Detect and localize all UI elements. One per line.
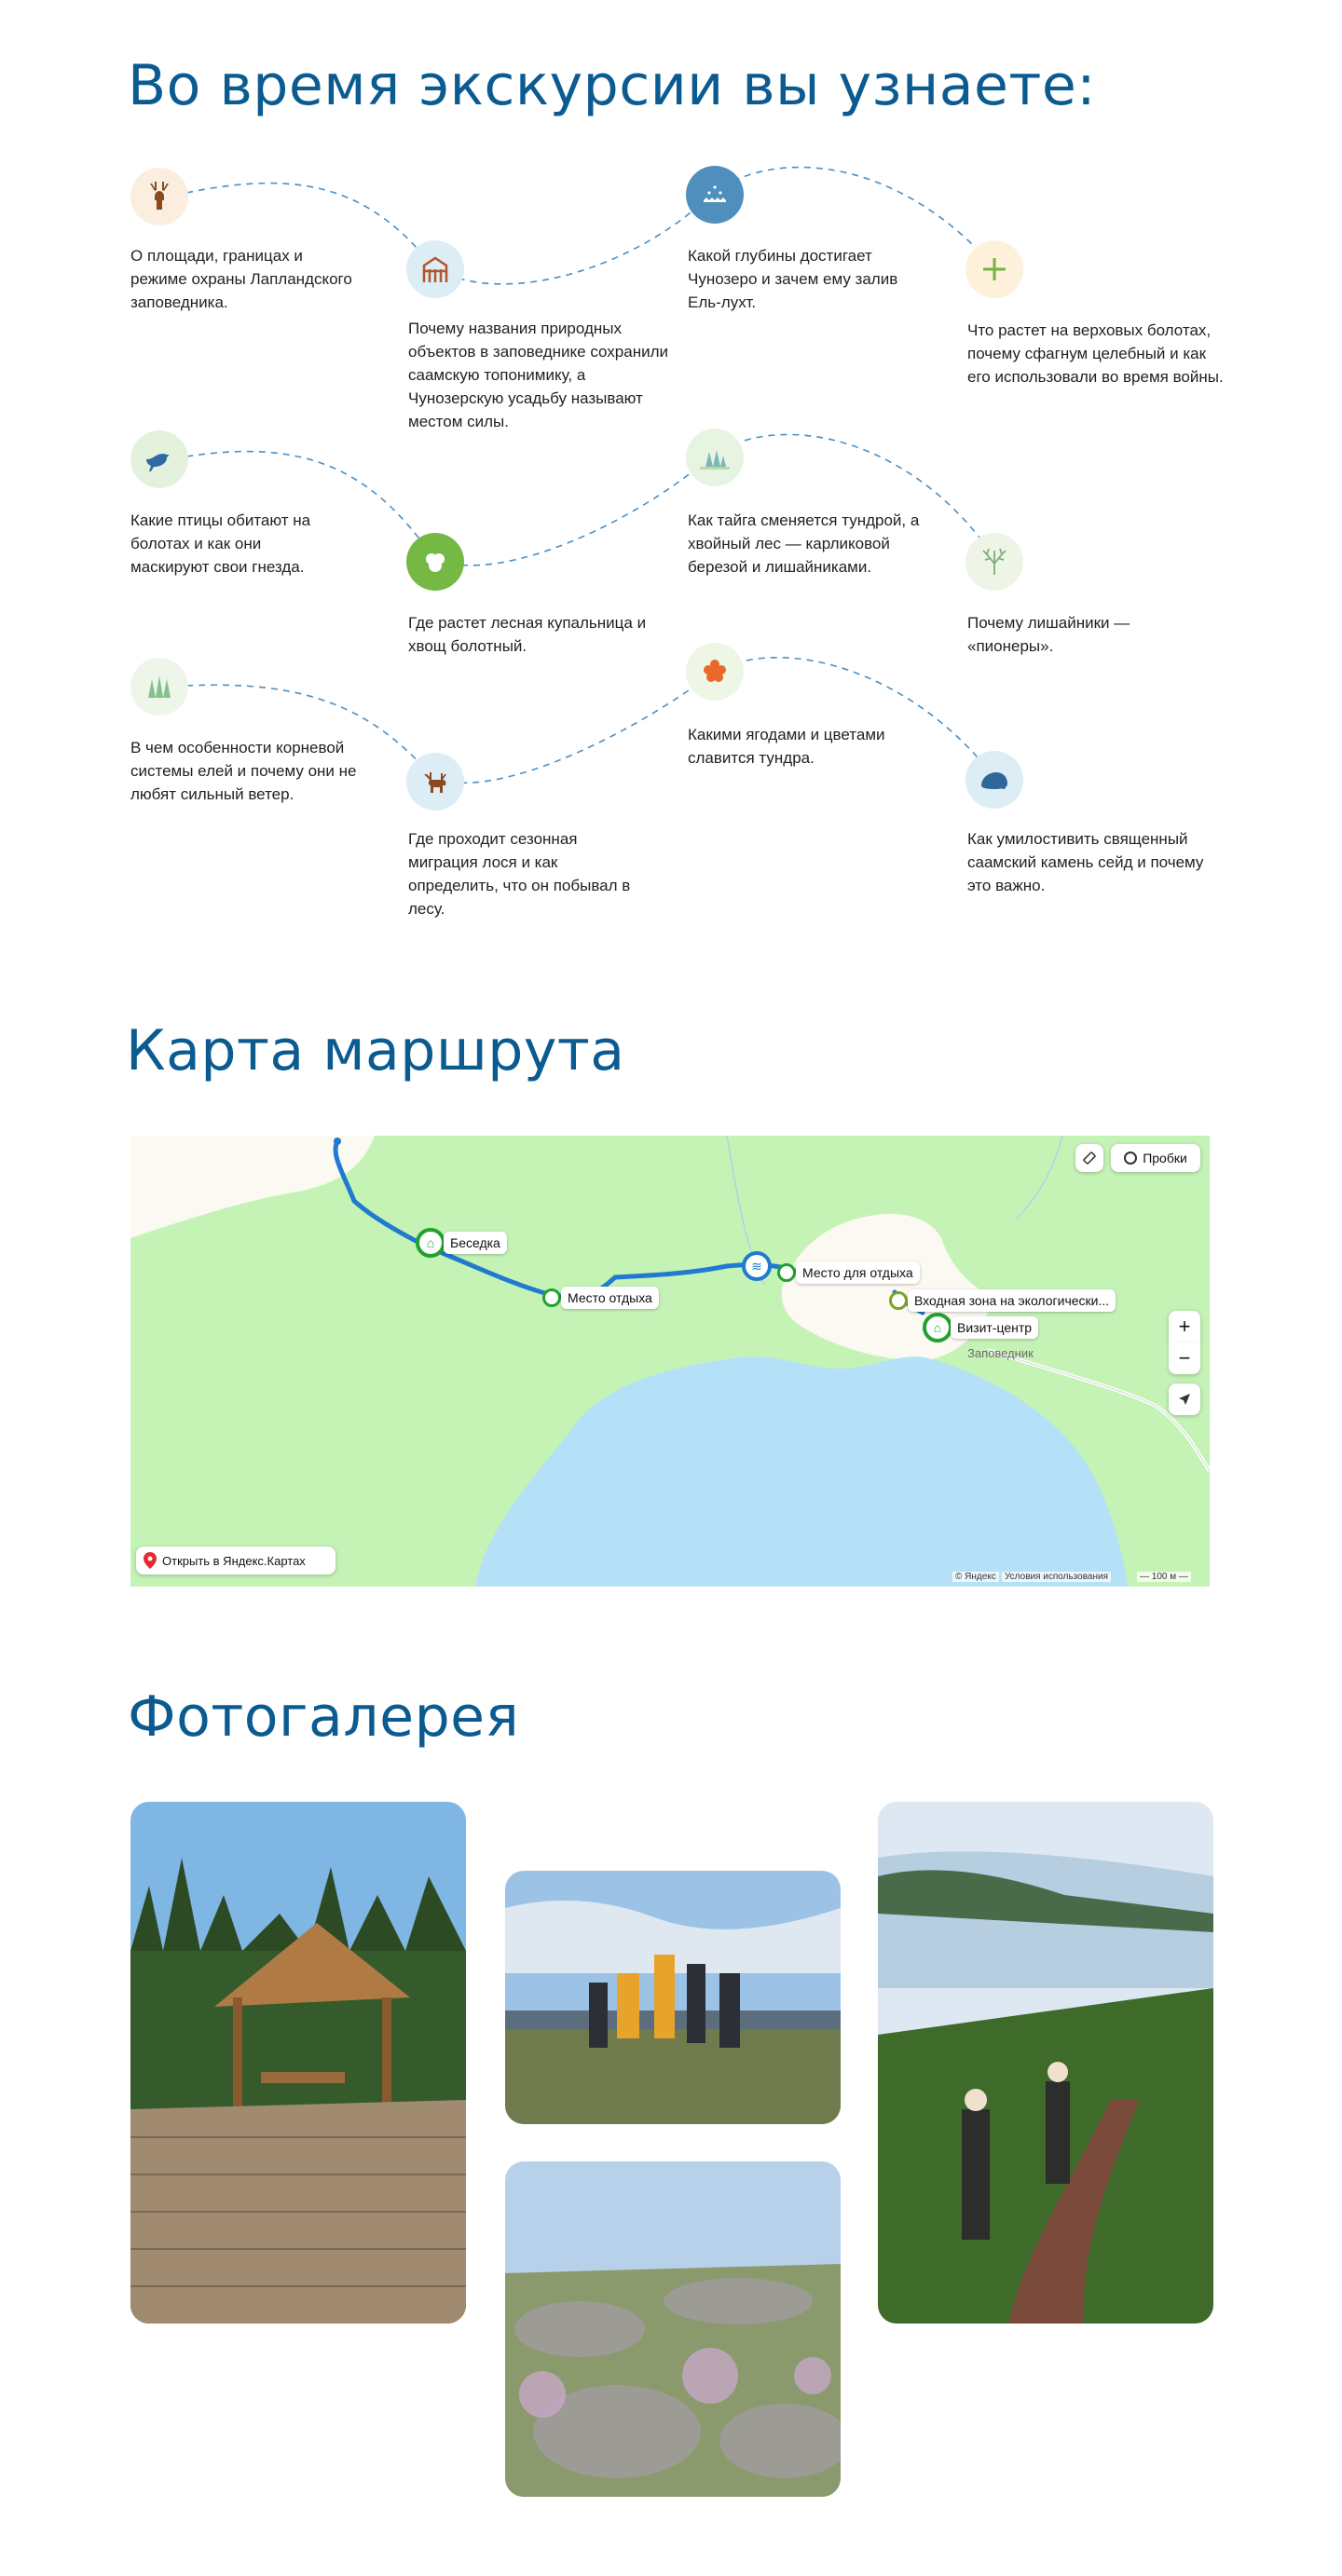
learn-item-text: Почему лишайники — «пионеры». bbox=[967, 614, 1130, 655]
rest-area-label: Место для отдыха bbox=[796, 1261, 920, 1284]
spruce-forest-icon bbox=[130, 658, 188, 716]
reindeer-icon bbox=[130, 168, 188, 225]
route-map[interactable] bbox=[130, 1136, 1210, 1587]
gazebo-marker[interactable]: ⌂ bbox=[416, 1228, 445, 1258]
learn-item-text: Что растет на верховых болотах, почему сфагнум целебный и как его использовали во время войны. bbox=[967, 321, 1224, 386]
learn-item-text: Как тайга сменяется тундрой, а хвойный лес — карликовой березой и лишайниками. bbox=[688, 511, 920, 576]
plus-icon bbox=[965, 240, 1023, 298]
traffic-icon bbox=[1124, 1152, 1137, 1165]
learn-item-text: В чем особенности корневой системы елей и почему они не любят сильный ветер. bbox=[130, 739, 357, 803]
globeflower-icon bbox=[406, 533, 464, 591]
zoom-in-button[interactable]: + bbox=[1169, 1311, 1200, 1343]
map-pin-icon bbox=[144, 1552, 157, 1569]
stone-icon bbox=[965, 751, 1023, 809]
traffic-label: Пробки bbox=[1143, 1151, 1187, 1165]
learn-item-text: Как умилостивить священный саамский камень сейд и почему это важно. bbox=[967, 830, 1204, 894]
learn-item-text: О площади, границах и режиме охраны Лапландского заповедника. bbox=[130, 247, 352, 311]
learn-section-title: Во время экскурсии вы узнаете: bbox=[128, 53, 1096, 118]
gate-icon bbox=[406, 240, 464, 298]
rest-stop-label: Место отдыха bbox=[561, 1287, 659, 1309]
entry-zone-label: Входная зона на экологически... bbox=[908, 1289, 1116, 1312]
entry-zone-marker[interactable] bbox=[889, 1291, 908, 1310]
moose-icon bbox=[406, 753, 464, 811]
gallery-photo-hikers[interactable] bbox=[878, 1802, 1213, 2324]
lake-icon bbox=[686, 166, 744, 224]
map-section-title: Карта маршрута bbox=[126, 1018, 625, 1084]
map-copyright: © Яндекс bbox=[952, 1572, 999, 1582]
learn-item-text: Какими ягодами и цветами славится тундра. bbox=[688, 726, 885, 767]
ruler-icon bbox=[1082, 1151, 1097, 1165]
rest-stop-marker[interactable] bbox=[542, 1288, 561, 1307]
map-terms-link[interactable]: Условия использования bbox=[1002, 1572, 1111, 1582]
gallery-photo-tundra[interactable] bbox=[505, 2161, 841, 2497]
learn-item-text: Где проходит сезонная миграция лося и как определить, что он побывал в лесу. bbox=[408, 830, 631, 918]
map-scale: — 100 м — bbox=[1137, 1572, 1191, 1582]
cloudberry-icon bbox=[686, 643, 744, 701]
ruler-button[interactable] bbox=[1075, 1144, 1103, 1172]
zoom-out-button[interactable]: − bbox=[1169, 1343, 1200, 1374]
traffic-button[interactable] bbox=[1111, 1144, 1200, 1172]
visitor-center-marker[interactable]: ⌂ bbox=[923, 1313, 952, 1343]
map-scale-value: 100 м bbox=[1151, 1572, 1177, 1582]
learn-item-text: Какой глубины достигает Чунозеро и зачем ему залив Ель-лухт. bbox=[688, 247, 898, 311]
gallery-photo-gazebo[interactable] bbox=[130, 1802, 466, 2324]
learn-item-text: Где растет лесная купальница и хвощ болотный. bbox=[408, 614, 647, 655]
learn-item-text: Какие птицы обитают на болотах и как они маскируют свои гнезда. bbox=[130, 511, 311, 576]
gallery-section-title: Фотогалерея bbox=[128, 1684, 520, 1750]
gallery-photo-group[interactable] bbox=[505, 1871, 841, 2124]
waterfront-marker[interactable]: ≋ bbox=[742, 1251, 772, 1281]
lichen-icon bbox=[965, 533, 1023, 591]
open-in-yandex-label: Открыть в Яндекс.Картах bbox=[162, 1553, 306, 1568]
geolocation-button[interactable] bbox=[1169, 1383, 1200, 1415]
bird-icon bbox=[130, 430, 188, 488]
learn-item-text: Почему названия природных объектов в заповеднике сохранили саамскую топонимику, а Чунозерскую усадьбу называют местом силы. bbox=[408, 320, 668, 430]
open-in-yandex-button[interactable] bbox=[136, 1547, 336, 1574]
reserve-place-label: Заповедник bbox=[967, 1346, 1034, 1360]
navigation-arrow-icon bbox=[1177, 1392, 1192, 1407]
map-terrain bbox=[130, 1136, 1210, 1587]
gazebo-label: Беседка bbox=[444, 1232, 507, 1254]
tundra-icon bbox=[686, 429, 744, 486]
rest-area-marker[interactable] bbox=[777, 1263, 796, 1282]
visitor-center-label: Визит-центр bbox=[951, 1316, 1038, 1339]
